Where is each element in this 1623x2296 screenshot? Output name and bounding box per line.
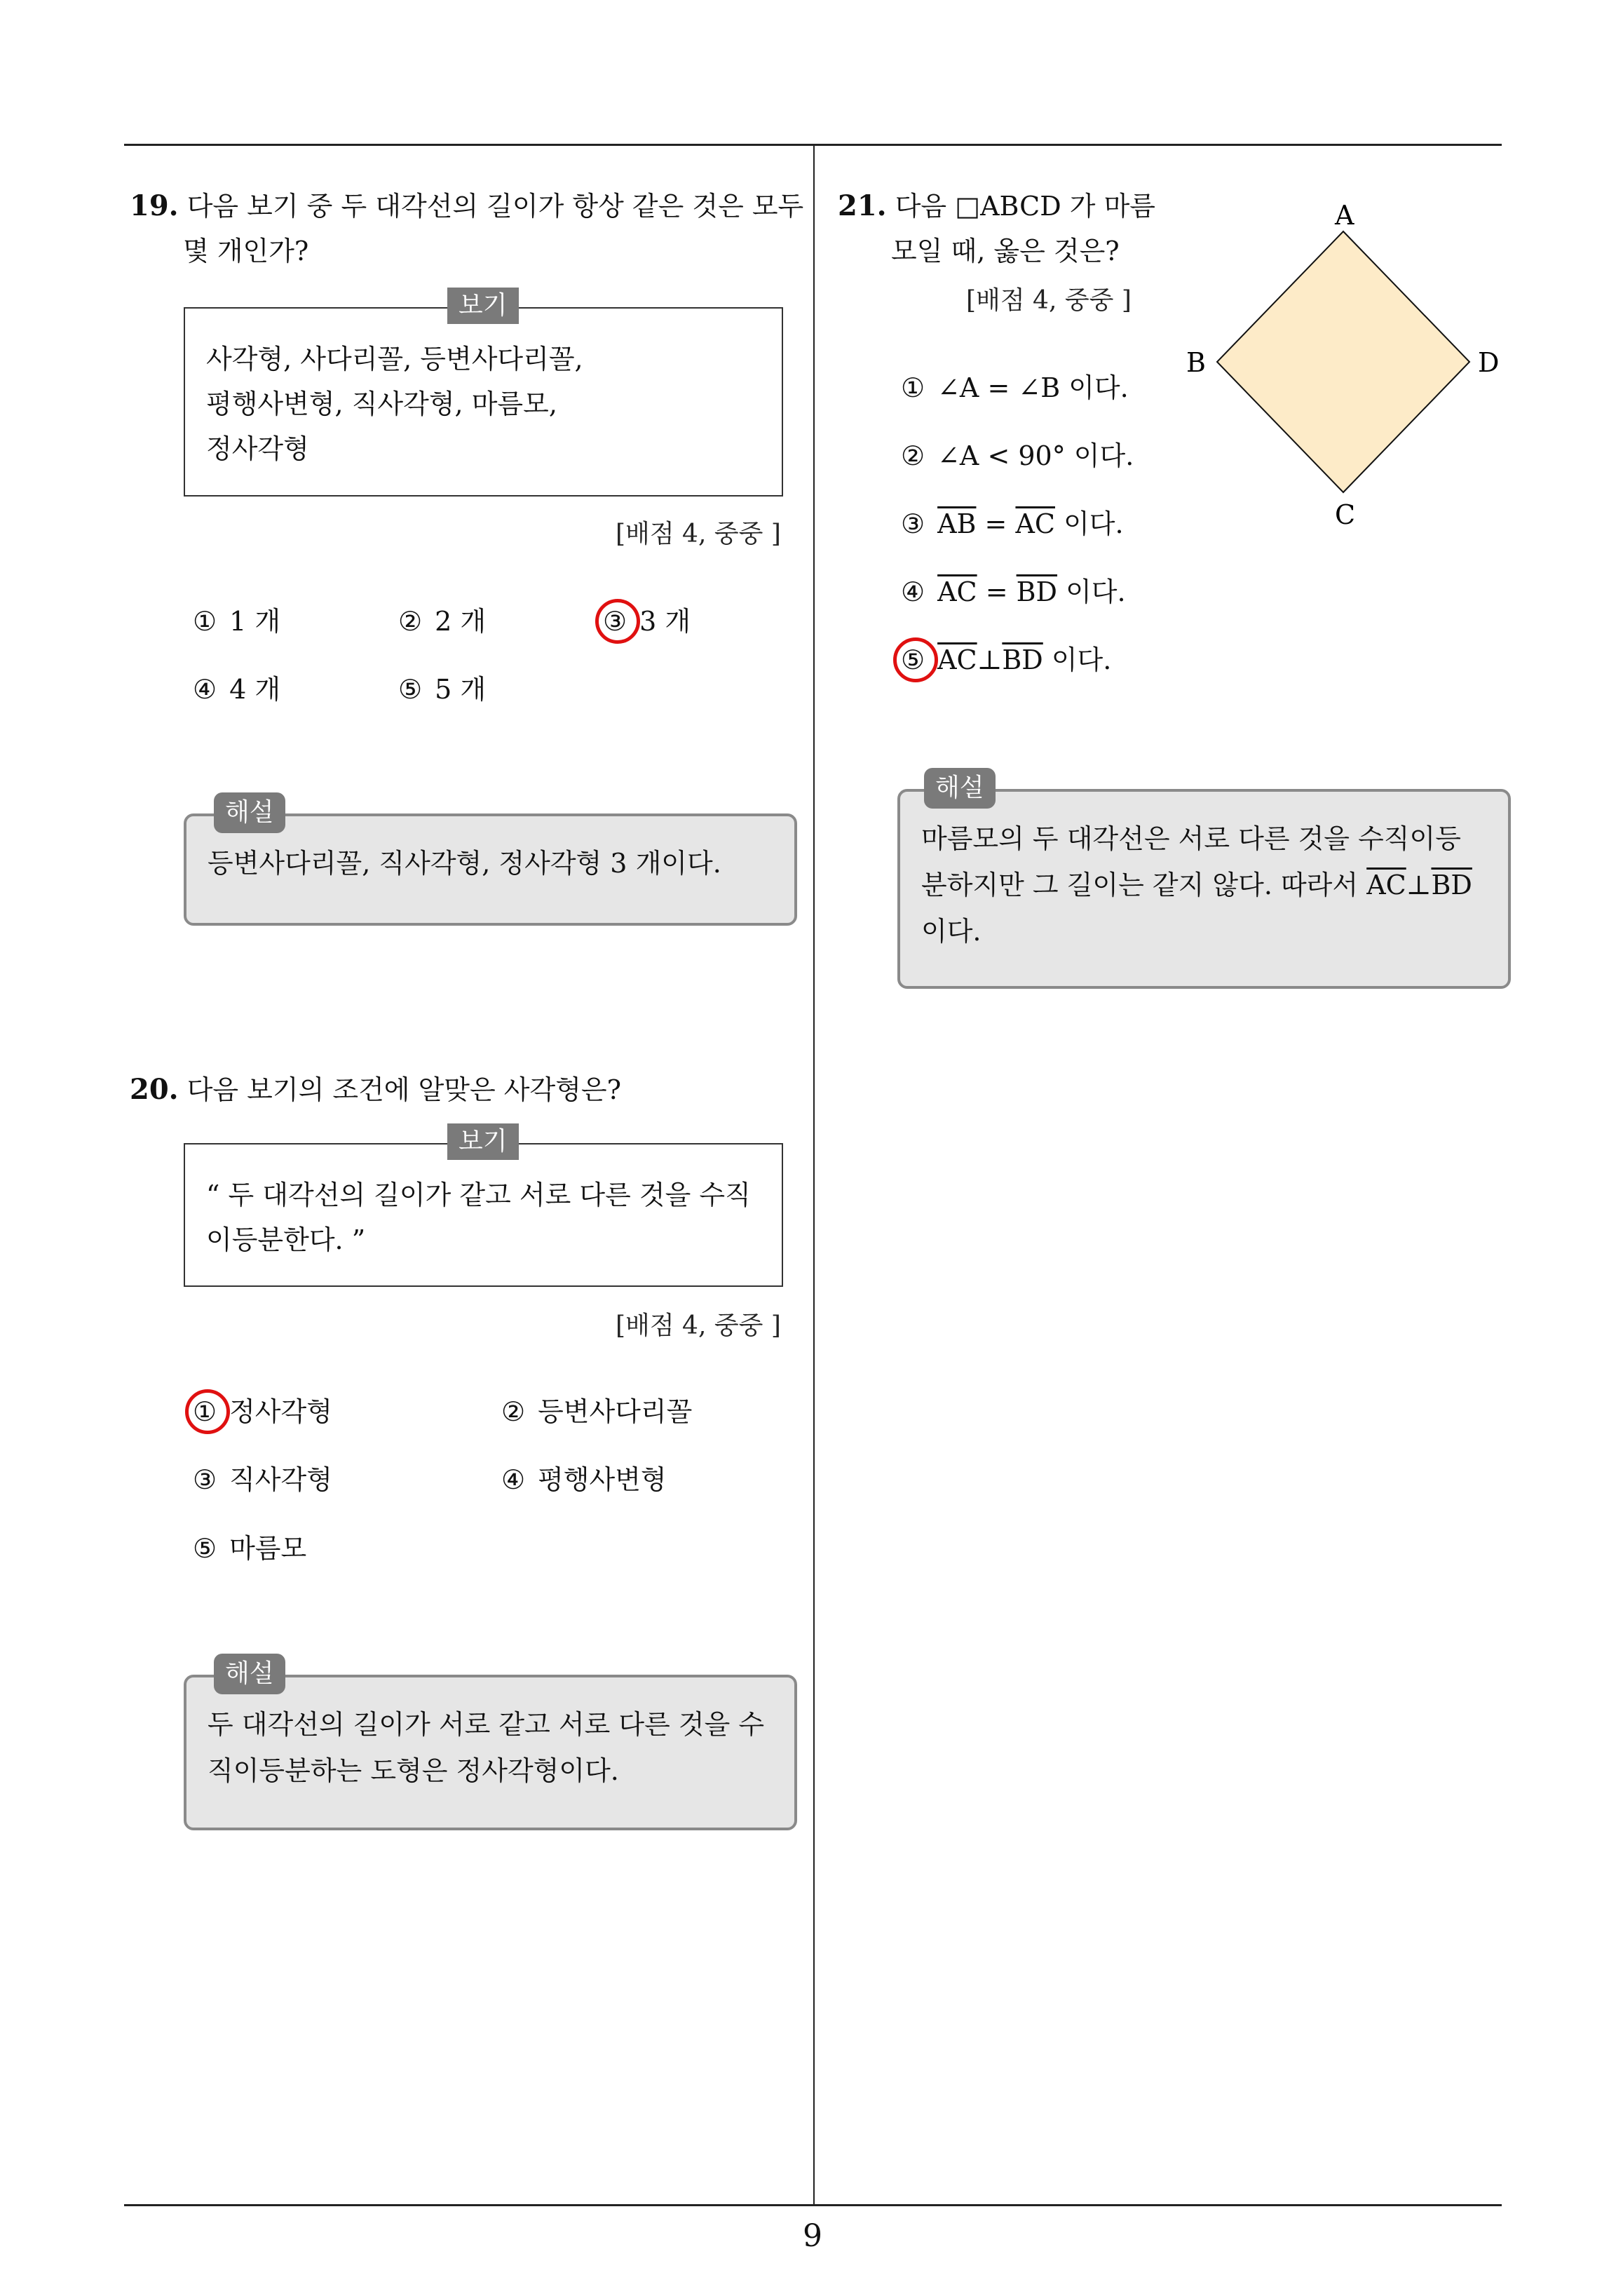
question-19 — [130, 184, 803, 274]
option-2[interactable] — [398, 602, 486, 641]
option-mark: ⑤ — [398, 674, 423, 705]
option-5[interactable] — [398, 670, 486, 709]
operator: = — [976, 508, 1016, 539]
rhombus-shape — [1217, 231, 1469, 492]
option-label: 이다. — [1057, 576, 1126, 607]
bogi-tag: 보기 — [447, 288, 519, 324]
option-4[interactable] — [901, 572, 1126, 612]
option-3[interactable] — [193, 1460, 332, 1499]
solution-box-21 — [897, 789, 1511, 989]
column-divider — [813, 144, 815, 2206]
option-mark: ① — [901, 372, 925, 403]
question-21 — [838, 184, 1155, 274]
option-4[interactable] — [501, 1460, 667, 1499]
answer-circle-icon — [185, 1389, 230, 1434]
option-label: 마름모 — [229, 1533, 307, 1564]
question-text: 다음 보기의 조건에 알맞은 사각형은? — [186, 1074, 621, 1105]
option-2[interactable] — [901, 436, 1134, 475]
option-label: 평행사변형 — [538, 1464, 667, 1495]
option-label: 이다. — [1054, 508, 1124, 539]
bogi-line: 이등분한다. ” — [206, 1224, 366, 1255]
option-4[interactable] — [193, 670, 280, 709]
solution-text: 마름모의 두 대각선은 서로 다른 것을 수직이등 — [921, 823, 1461, 854]
solution-text: 직이등분하는 도형은 정사각형이다. — [208, 1755, 619, 1786]
option-label: 3 개 — [639, 606, 691, 637]
option-label: 직사각형 — [229, 1464, 332, 1495]
haeseol-tag: 해설 — [924, 768, 996, 809]
option-mark: ② — [901, 440, 925, 471]
solution-box-20 — [184, 1675, 797, 1830]
option-label: 1 개 — [229, 606, 281, 637]
question-text-cont: 몇 개인가? — [183, 236, 309, 266]
bogi-box-19 — [184, 307, 783, 497]
option-label: ∠A < 90° — [937, 440, 1066, 471]
option-mark: ④ — [901, 576, 925, 607]
segment-label: $\overline{AB}$ — [937, 508, 977, 539]
answer-circle-icon — [893, 637, 938, 682]
option-mark: ③ — [901, 508, 925, 539]
segment-label: $\overline{AC}$ — [937, 576, 977, 607]
solution-text: 이다. — [921, 916, 982, 947]
question-text: 다음 □ABCD 가 마름 — [895, 191, 1155, 222]
bogi-line: 평행사변형, 직사각형, 마름모, — [206, 389, 557, 419]
operator: ⊥ — [977, 644, 1003, 675]
option-label: 4 개 — [229, 674, 281, 705]
haeseol-tag: 해설 — [214, 1654, 285, 1694]
rhombus-figure — [1178, 196, 1514, 540]
option-label: 이다. — [1060, 372, 1129, 403]
question-text: 다음 보기 중 두 대각선의 길이가 항상 같은 것은 모두 — [186, 191, 804, 222]
vertex-label-b: B — [1186, 347, 1206, 378]
option-mark: ④ — [193, 674, 217, 705]
option-label: 이다. — [1043, 644, 1112, 675]
bogi-line: 정사각형 — [206, 433, 309, 464]
page-number: 9 — [803, 2218, 822, 2254]
segment-label: $\overline{AC}$ — [937, 644, 977, 675]
operator: ⊥ — [1406, 870, 1432, 900]
option-mark: ② — [398, 606, 423, 637]
operator: = — [977, 576, 1017, 607]
vertex-label-a: A — [1335, 200, 1354, 231]
segment-label: $\overline{BD}$ — [1016, 576, 1058, 607]
question-number: 20. — [130, 1073, 179, 1106]
option-mark: ⑤ — [193, 1533, 217, 1564]
option-1[interactable] — [901, 368, 1129, 407]
question-number: 19. — [130, 189, 179, 222]
question-number: 21. — [838, 189, 887, 222]
option-label: 2 개 — [435, 606, 487, 637]
solution-text: 두 대각선의 길이가 서로 같고 서로 다른 것을 수 — [208, 1709, 765, 1740]
question-20 — [130, 1067, 621, 1112]
segment-label: $\overline{AC}$ — [1015, 508, 1055, 539]
option-2[interactable] — [501, 1392, 692, 1431]
score-label: [배점 4, 중중 ] — [966, 286, 1132, 315]
bogi-line: “ 두 대각선의 길이가 같고 서로 다른 것을 수직 — [206, 1180, 751, 1210]
option-5[interactable] — [193, 1529, 306, 1568]
segment-label: $\overline{BD}$ — [1002, 644, 1043, 675]
vertex-label-c: C — [1335, 499, 1356, 530]
option-mark: ① — [193, 1396, 217, 1427]
option-label: ∠A = ∠B — [937, 372, 1061, 403]
option-label: 이다. — [1065, 440, 1134, 471]
option-mark: ⑤ — [901, 644, 925, 675]
bogi-line: 사각형, 사다리꼴, 등변사다리꼴, — [206, 344, 583, 374]
answer-circle-icon — [595, 599, 640, 644]
bogi-tag: 보기 — [447, 1123, 519, 1160]
segment-label: $\overline{BD}$ — [1431, 870, 1472, 900]
option-mark: ③ — [603, 606, 627, 637]
option-mark: ③ — [193, 1464, 217, 1495]
score-label: [배점 4, 중중 ] — [616, 520, 781, 548]
solution-text: 등변사다리꼴, 직사각형, 정사각형 3 개이다. — [208, 848, 721, 879]
vertex-label-d: D — [1478, 347, 1500, 378]
option-1[interactable] — [193, 602, 280, 641]
haeseol-tag: 해설 — [214, 792, 285, 833]
option-3[interactable] — [901, 504, 1124, 543]
solution-text: 분하지만 그 길이는 같지 않다. 따라서 — [921, 870, 1367, 900]
option-mark: ① — [193, 606, 217, 637]
bottom-rule — [124, 2204, 1502, 2206]
segment-label: $\overline{AC}$ — [1366, 870, 1406, 900]
option-label: 5 개 — [435, 674, 487, 705]
option-label: 정사각형 — [229, 1396, 332, 1427]
question-text-cont: 모일 때, 옳은 것은? — [891, 236, 1120, 266]
score-label: [배점 4, 중중 ] — [616, 1311, 781, 1340]
option-mark: ② — [501, 1396, 526, 1427]
option-label: 등변사다리꼴 — [538, 1396, 693, 1427]
option-mark: ④ — [501, 1464, 526, 1495]
bogi-box-20 — [184, 1143, 783, 1287]
